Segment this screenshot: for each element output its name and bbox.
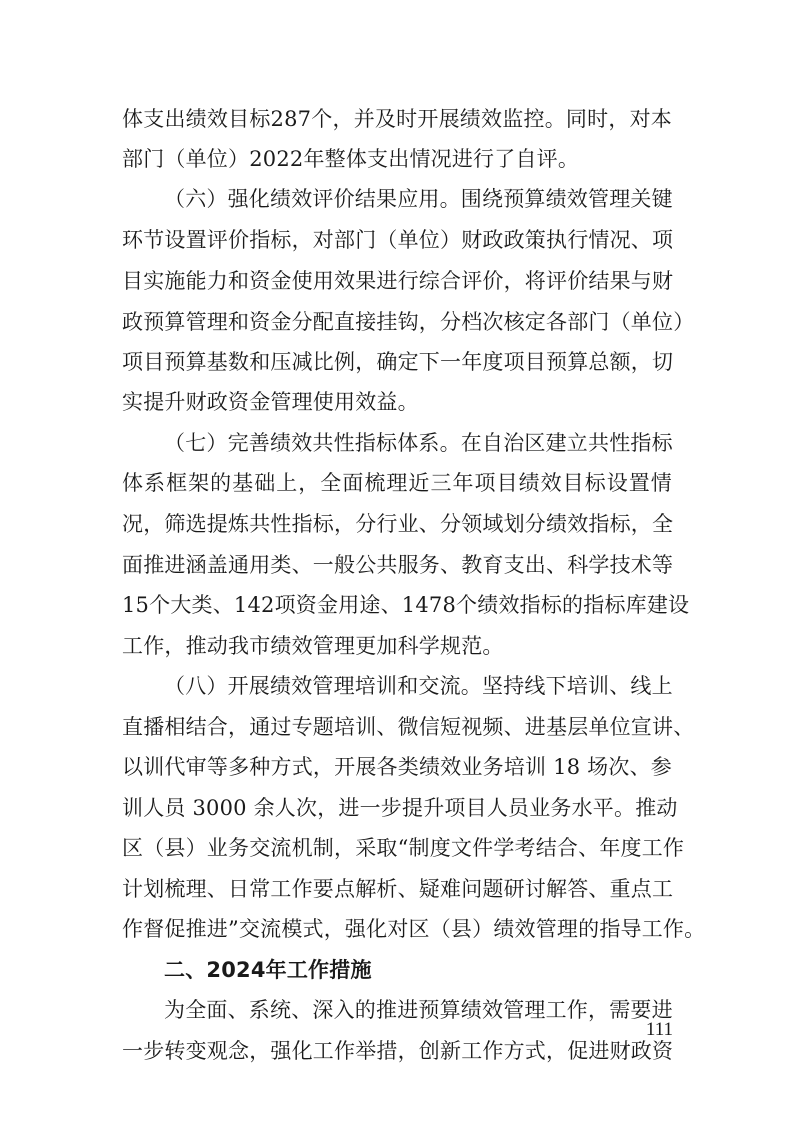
- paragraph-line: 一步转变观念，强化工作举措，创新工作方式，促进财政资: [122, 1039, 674, 1063]
- paragraph-line: （七）完善绩效共性指标体系。在自治区建立共性指标: [164, 431, 673, 455]
- paragraph-line: 工作，推动我市绩效管理更加科学规范。: [122, 634, 504, 658]
- paragraph-line: 计划梳理、日常工作要点解析、疑难问题研讨解答、重点工: [122, 877, 674, 901]
- page-number: 111: [645, 1019, 673, 1040]
- paragraph-line: 区（县）业务交流机制，采取“制度文件学考结合、年度工作: [122, 836, 685, 860]
- paragraph-line: 项目预算基数和压减比例，确定下一年度项目预算总额，切: [122, 350, 674, 374]
- paragraph-line: 体系框架的基础上，全面梳理近三年项目绩效目标设置情: [122, 471, 672, 495]
- paragraph-line: 环节设置评价指标，对部门（单位）财政政策执行情况、项: [122, 228, 674, 252]
- paragraph-line: 况，筛选提炼共性指标，分行业、分领域划分绩效指标，全: [122, 512, 674, 536]
- paragraph-line: 目实施能力和资金使用效果进行综合评价，将评价结果与财: [122, 269, 674, 293]
- paragraph-line: 面推进涵盖通用类、一般公共服务、教育支出、科学技术等: [122, 553, 674, 577]
- paragraph-line: 以训代审等多种方式，开展各类绩效业务培训 18 场次、参: [122, 755, 672, 779]
- paragraph-line: 政预算管理和资金分配直接挂钩，分档次核定各部门（单位）: [122, 310, 695, 334]
- paragraph-line: 15个大类、142项资金用途、1478个绩效指标的指标库建设: [122, 593, 690, 617]
- paragraph-line: 为全面、系统、深入的推进预算绩效管理工作，需要进: [164, 998, 673, 1022]
- paragraph-line: 直播相结合，通过专题培训、微信短视频、进基层单位宣讲、: [122, 715, 695, 739]
- paragraph-line: 训人员 3000 余人次，进一步提升项目人员业务水平。推动: [122, 796, 678, 820]
- section-heading: 二、2024年工作措施: [164, 958, 372, 982]
- paragraph-line: 实提升财政资金管理使用效益。: [122, 390, 419, 414]
- paragraph-line: 体支出绩效目标287个，并及时开展绩效监控。同时，对本: [122, 107, 672, 131]
- paragraph-line: 作督促推进”交流模式，强化对区（县）绩效管理的指导工作。: [122, 917, 706, 941]
- paragraph-line: （八）开展绩效管理培训和交流。坚持线下培训、线上: [164, 674, 673, 698]
- paragraph-line: 部门（单位）2022年整体支出情况进行了自评。: [122, 147, 580, 171]
- paragraph-line: （六）强化绩效评价结果应用。围绕预算绩效管理关键: [164, 187, 673, 211]
